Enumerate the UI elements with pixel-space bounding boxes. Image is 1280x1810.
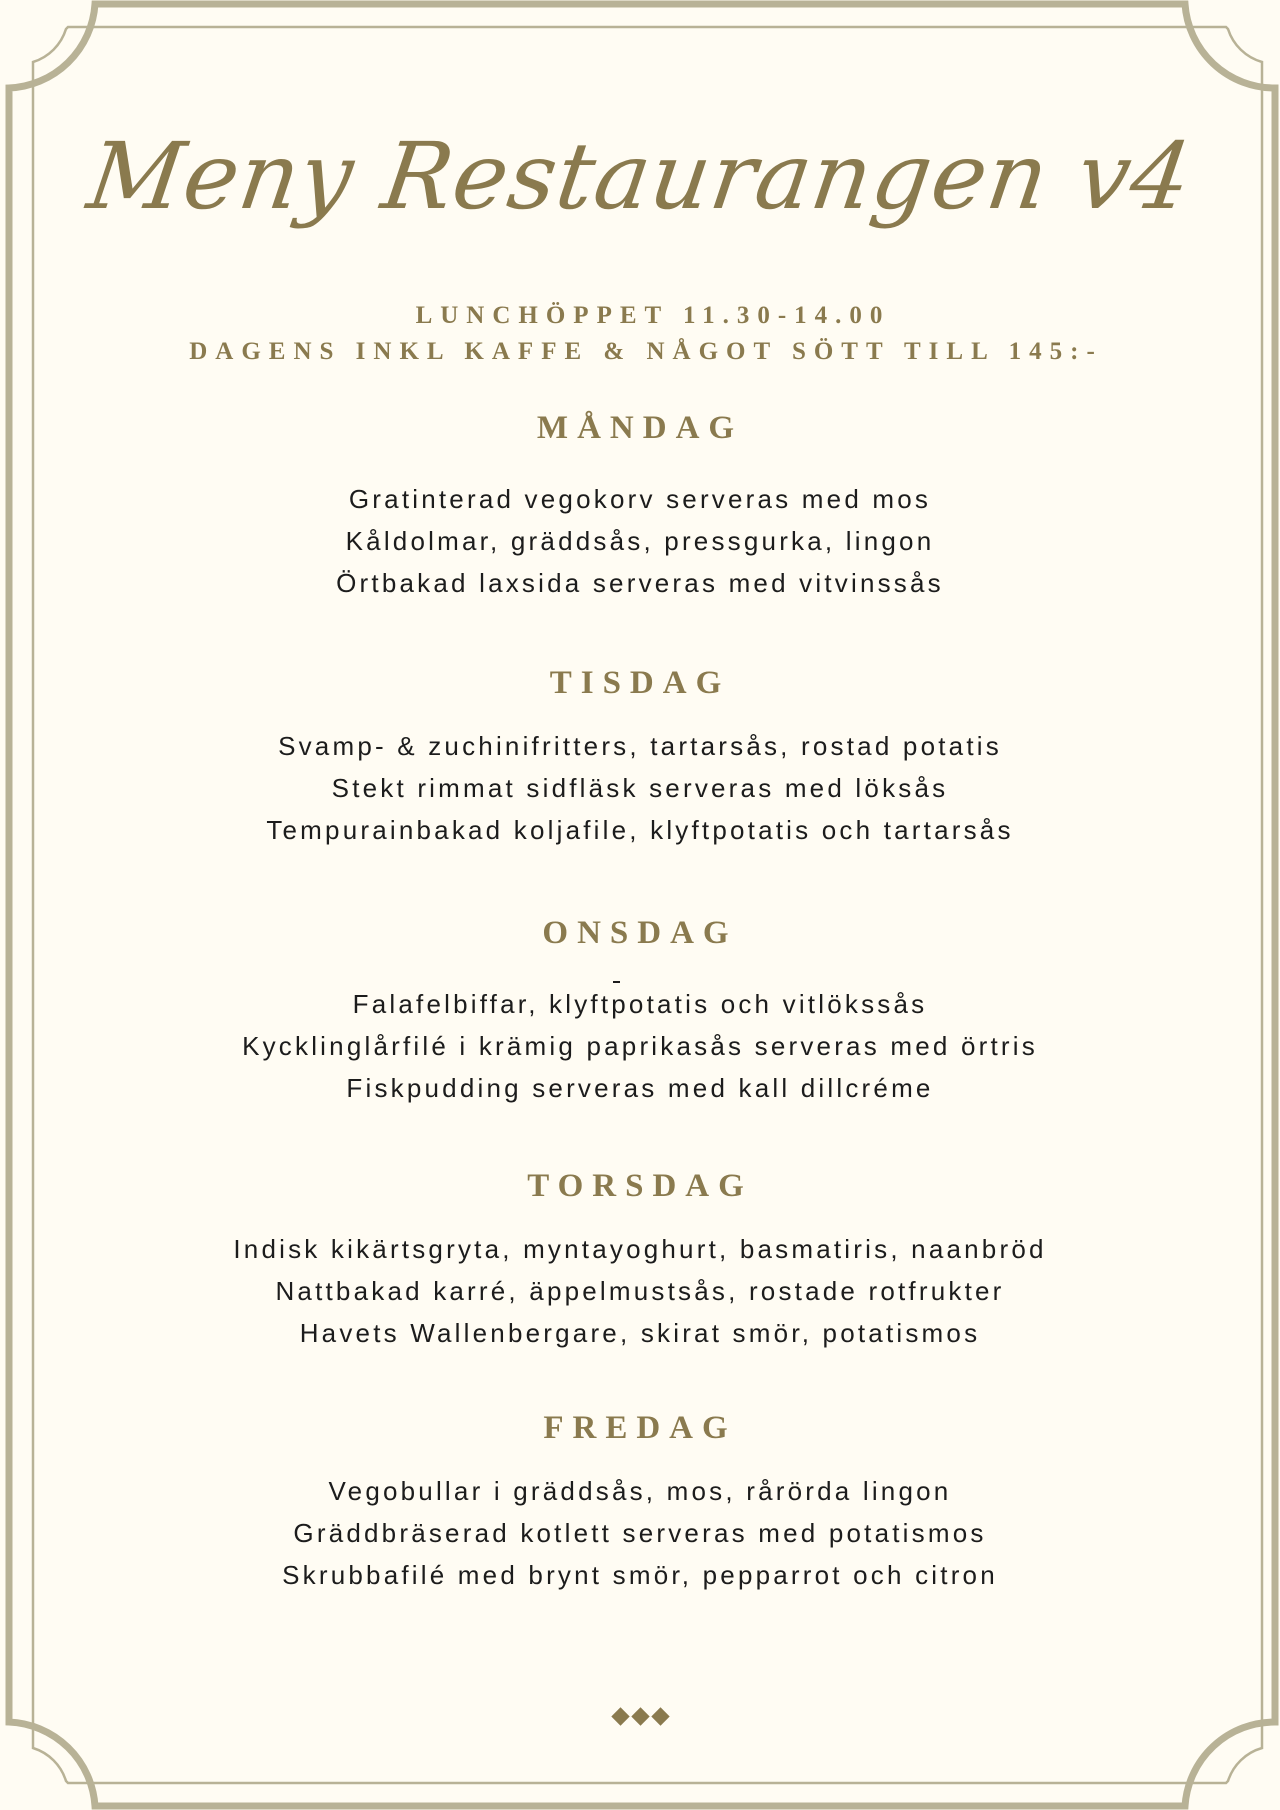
dish-item: Fiskpudding serveras med kall dillcréme xyxy=(346,1073,934,1103)
dish-item: Örtbakad laxsida serveras med vitvinssås xyxy=(336,568,944,598)
dish-item: Nattbakad karré, äppelmustsås, rostade rotfrukter xyxy=(275,1276,1005,1306)
day-heading: TISDAG xyxy=(549,665,731,701)
dish-list xyxy=(0,1228,1280,1354)
dish-item: Kycklinglårfilé i krämig paprikasås serveras med örtris xyxy=(242,1031,1038,1061)
day-section-thursday xyxy=(0,1166,1280,1354)
dish-item: Falafelbiffar, klyftpotatis och vitlökssås xyxy=(352,989,928,1019)
dish-list xyxy=(0,725,1280,851)
lunch-hours: LUNCHÖPPET 11.30-14.00 xyxy=(415,302,891,329)
dish-item: Skrubbafilé med brynt smör, pepparrot och citron xyxy=(282,1560,998,1590)
diamond-icon xyxy=(651,1707,669,1725)
dish-item: Gratinterad vegokorv serveras med mos xyxy=(348,484,932,514)
day-heading: TORSDAG xyxy=(527,1168,753,1204)
day-section-friday xyxy=(0,1408,1280,1596)
dish-item: Gräddbräserad kotlett serveras med potatismos xyxy=(293,1518,987,1548)
dish-list xyxy=(0,983,1280,1109)
dish-list xyxy=(0,1470,1280,1596)
dish-list xyxy=(0,478,1280,604)
day-section-monday xyxy=(0,408,1280,604)
dish-item: Stekt rimmat sidfläsk serveras med löksås xyxy=(331,773,949,803)
day-heading: MÅNDAG xyxy=(536,410,744,446)
dish-item: Havets Wallenbergare, skirat smör, potatismos xyxy=(299,1318,981,1348)
stray-dash-mark xyxy=(613,981,620,983)
dish-item: Tempurainbakad koljafile, klyftpotatis och tartarsås xyxy=(266,815,1014,845)
day-section-wednesday xyxy=(0,913,1280,1109)
day-section-tuesday xyxy=(0,663,1280,851)
ornament-divider xyxy=(0,1710,1280,1723)
diamond-icon xyxy=(611,1707,629,1725)
menu-title: Meny Restaurangen v4 xyxy=(81,123,1199,230)
dish-item: Kåldolmar, gräddsås, pressgurka, lingon xyxy=(345,526,935,556)
day-heading: ONSDAG xyxy=(542,915,738,951)
dish-item: Indisk kikärtsgryta, myntayoghurt, basmatiris, naanbröd xyxy=(233,1234,1047,1264)
diamond-icon xyxy=(631,1707,649,1725)
daily-price-info: DAGENS INKL KAFFE & NÅGOT SÖTT TILL 145:- xyxy=(189,338,1103,365)
dish-item: Vegobullar i gräddsås, mos, rårörda lingon xyxy=(328,1476,952,1506)
day-heading: FREDAG xyxy=(543,1410,737,1446)
dish-item: Svamp- & zuchinifritters, tartarsås, rostad potatis xyxy=(278,731,1002,761)
